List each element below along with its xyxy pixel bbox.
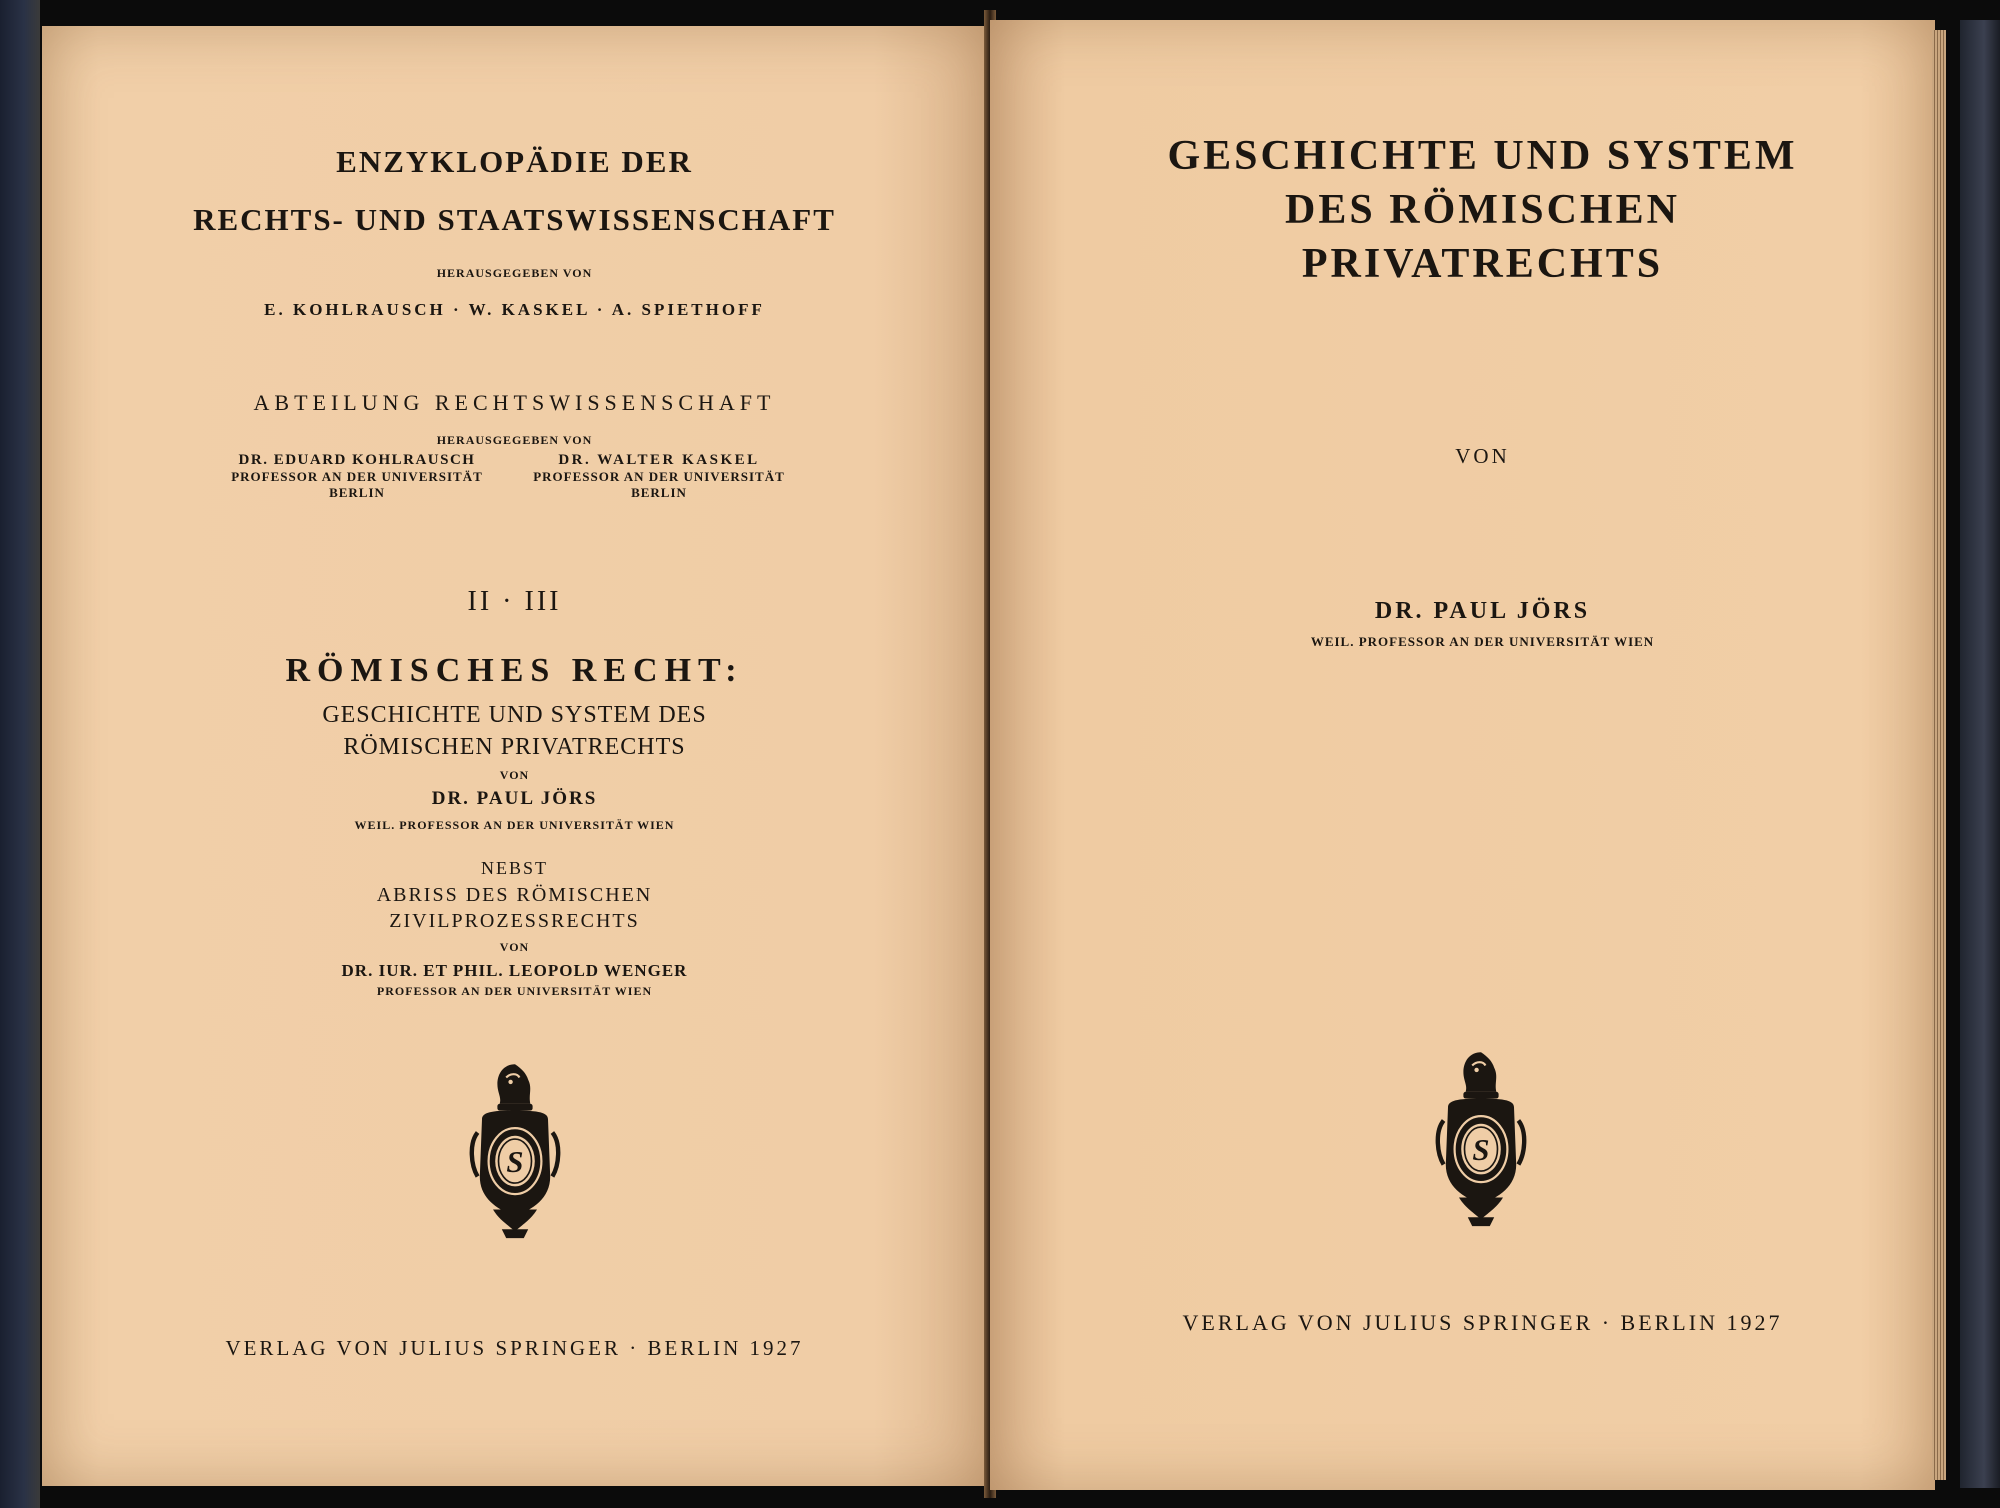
- title-line-1: GESCHICHTE UND SYSTEM: [1167, 133, 1798, 179]
- book-cover-right-edge: [1960, 20, 2000, 1488]
- by-label-1: VON: [499, 768, 530, 782]
- right-page: [990, 20, 1935, 1490]
- volume-number: II · III: [467, 586, 562, 617]
- work-subtitle-line-2: RÖMISCHEN PRIVATRECHTS: [343, 734, 686, 760]
- by-label-2: VON: [499, 940, 530, 954]
- editor-1-name: DR. EDUARD KOHLRAUSCH: [238, 452, 476, 468]
- by-label: VON: [1455, 444, 1510, 468]
- editor-1-title: PROFESSOR AN DER UNIVERSITÄT: [231, 469, 483, 484]
- springer-knight-emblem-icon: [1426, 1042, 1536, 1232]
- publisher-line-left: VERLAG VON JULIUS SPRINGER · BERLIN 1927: [225, 1336, 804, 1360]
- book-cover-left-edge: [0, 0, 40, 1508]
- work-subtitle-line-1: GESCHICHTE UND SYSTEM DES: [322, 702, 707, 728]
- author-jors: DR. PAUL JÖRS: [431, 788, 598, 809]
- series-editors-label: HERAUSGEGEBEN VON: [436, 266, 593, 280]
- author-wenger-title: PROFESSOR AN DER UNIVERSITÄT WIEN: [376, 984, 653, 998]
- division-title: ABTEILUNG RECHTSWISSENSCHAFT: [253, 390, 776, 415]
- appendix-line-1: NEBST: [480, 858, 548, 878]
- left-page: [42, 26, 987, 1486]
- springer-knight-emblem-icon: [460, 1054, 570, 1244]
- editor-1-city: BERLIN: [329, 485, 385, 500]
- appendix-line-2: ABRISS DES RÖMISCHEN: [376, 884, 653, 906]
- editor-2-city: BERLIN: [631, 485, 687, 500]
- editor-kaskel: [524, 452, 794, 501]
- appendix-line-3: ZIVILPROZESSRECHTS: [389, 910, 640, 932]
- series-editors: E. KOHLRAUSCH · W. KASKEL · A. SPIETHOFF: [264, 300, 765, 319]
- author-jors-title: WEIL. PROFESSOR AN DER UNIVERSITÄT WIEN: [354, 818, 675, 832]
- title-line-3: PRIVATRECHTS: [1301, 241, 1664, 287]
- author-title: WEIL. PROFESSOR AN DER UNIVERSITÄT WIEN: [1310, 634, 1655, 649]
- series-title-line-1: ENZYKLOPÄDIE DER: [336, 144, 693, 179]
- page-edges: [1932, 30, 1946, 1480]
- title-line-2: DES RÖMISCHEN: [1285, 187, 1680, 233]
- division-editors-label: HERAUSGEGEBEN VON: [436, 433, 593, 447]
- editor-2-name: DR. WALTER KASKEL: [558, 452, 760, 468]
- series-title-line-2: RECHTS- UND STAATSWISSENSCHAFT: [193, 202, 836, 237]
- publisher-line-right: VERLAG VON JULIUS SPRINGER · BERLIN 1927: [1182, 1310, 1783, 1335]
- author-name: DR. PAUL JÖRS: [1374, 598, 1591, 624]
- editor-2-title: PROFESSOR AN DER UNIVERSITÄT: [533, 469, 785, 484]
- author-wenger: DR. IUR. ET PHIL. LEOPOLD WENGER: [341, 961, 688, 980]
- work-title: RÖMISCHES RECHT:: [285, 652, 744, 689]
- editor-kohlrausch: [222, 452, 492, 501]
